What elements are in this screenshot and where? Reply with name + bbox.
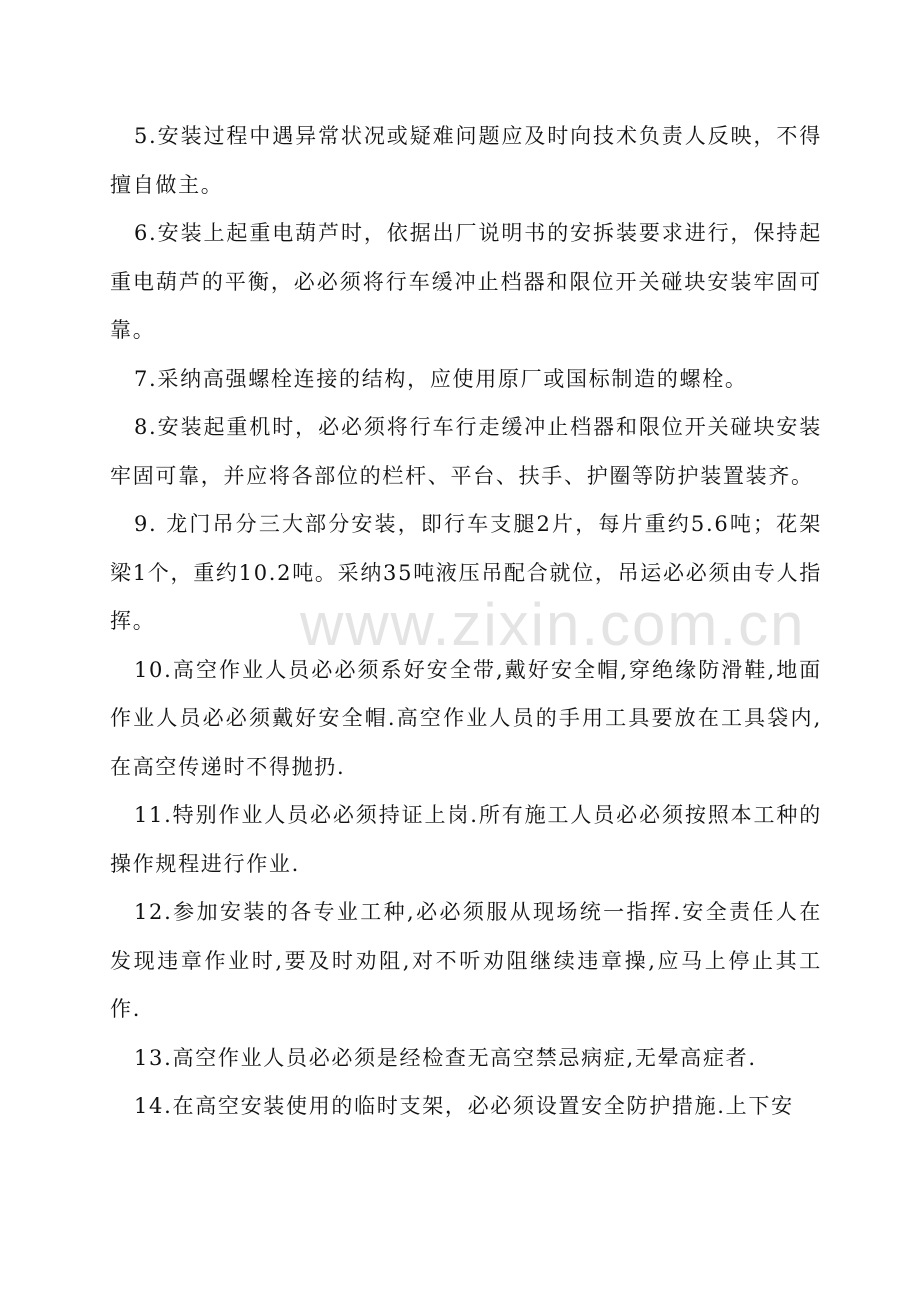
document-body bbox=[110, 112, 822, 1131]
paragraph-item-8: 8.安装起重机时，必必须将行车行走缓冲止档器和限位开关碰块安装牢固可靠，并应将各部位的栏杆、平台、扶手、护圈等防护装置装齐。 bbox=[110, 415, 822, 488]
paragraph-item-5: 5.安装过程中遇异常状况或疑难问题应及时向技术负责人反映，不得擅自做主。 bbox=[110, 124, 822, 197]
watermark: www.zixin.com.cn bbox=[300, 591, 806, 658]
paragraph-item-14: 14.在高空安装使用的临时支架，必必须设置安全防护措施.上下安 bbox=[134, 1094, 794, 1118]
paragraph-item-9: 9. 龙门吊分三大部分安装，即行车支腿2片，每片重约5.6吨；花架梁1个，重约10.2吨。采纳35吨液压吊配合就位，吊运必必须由专人指挥。 bbox=[110, 512, 822, 633]
paragraph-item-6: 6.安装上起重电葫芦时，依据出厂说明书的安拆装要求进行，保持起重电葫芦的平衡，必必须将行车缓冲止档器和限位开关碰块安装牢固可靠。 bbox=[110, 221, 822, 342]
paragraph-item-11: 11.特别作业人员必必须持证上岗.所有施工人员必必须按照本工种的操作规程进行作业. bbox=[110, 803, 822, 876]
paragraph-item-12: 12.参加安装的各专业工种,必必须服从现场统一指挥.安全责任人在发现违章作业时,要及时劝阻,对不听劝阻继续违章操,应马上停止其工作. bbox=[110, 900, 822, 1021]
paragraph-item-13: 13.高空作业人员必必须是经检查无高空禁忌病症,无晕高症者. bbox=[134, 1045, 757, 1070]
paragraph-item-10: 10.高空作业人员必必须系好安全带,戴好安全帽,穿绝缘防滑鞋,地面作业人员必必须戴好安全帽.高空作业人员的手用工具要放在工具袋内,在高空传递时不得抛扔. bbox=[110, 657, 822, 779]
paragraph-item-7: 7.采纳高强螺栓连接的结构，应使用原厂或国标制造的螺栓。 bbox=[134, 366, 748, 391]
